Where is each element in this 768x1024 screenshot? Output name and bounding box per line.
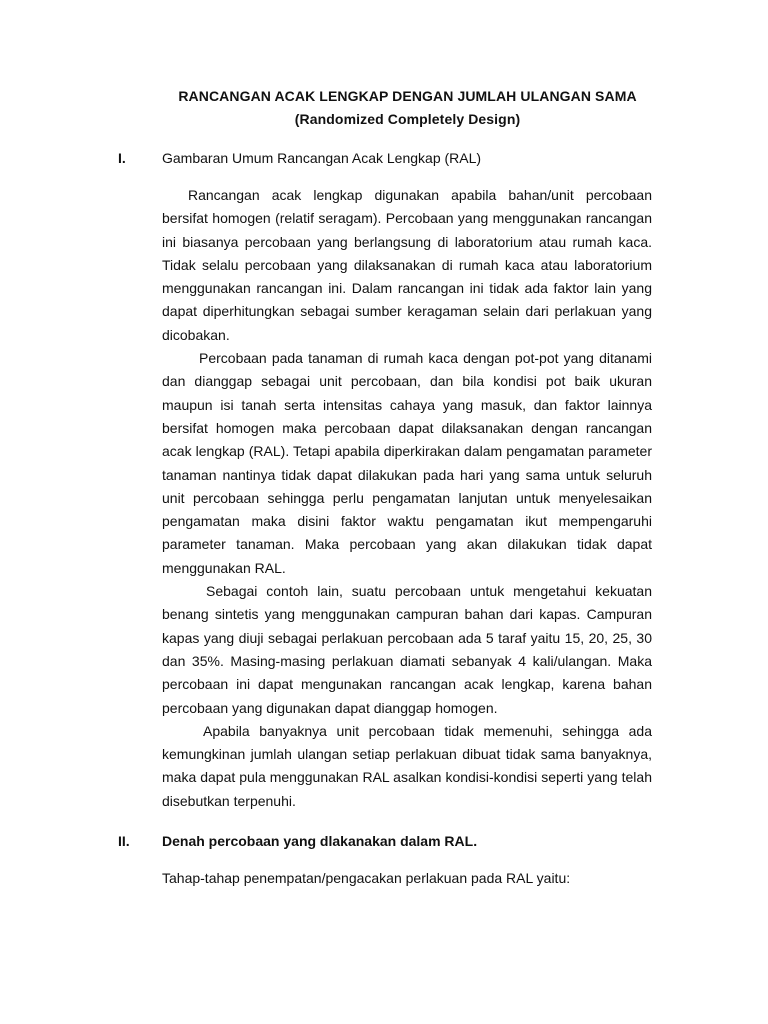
document-title: RANCANGAN ACAK LENGKAP DENGAN JUMLAH ULANGAN SAMA bbox=[178, 88, 637, 104]
section-number: I. bbox=[118, 150, 126, 166]
paragraph: Apabila banyaknya unit percobaan tidak memenuhi, sehingga ada kemungkinan jumlah ulangan setiap perlakuan dibuat tidak sama banyaknya, maka dapat pula menggunakan RAL asalkan kondisi-kondisi seperti yang telah disebutkan terpenuhi. bbox=[162, 722, 652, 809]
paragraph: Rancangan acak lengkap digunakan apabila bahan/unit percobaan bersifat homogen (relatif seragam). Percobaan yang menggunakan rancangan ini biasanya percobaan yang berlangsung di laboratorium atau rumah kaca. Tidak selalu percobaan yang dilaksanakan di rumah kaca atau laboratorium menggunakan rancangan ini. Dalam rancangan ini tidak ada faktor lain yang dapat diperhitungkan sebagai sumber keragaman selain dari perlakuan yang dicobakan. bbox=[162, 187, 652, 343]
section-body bbox=[162, 184, 652, 813]
intro-sentence: Tahap-tahap penempatan/pengacakan perlakuan pada RAL yaitu: bbox=[162, 870, 571, 886]
section-title: Gambaran Umum Rancangan Acak Lengkap (RAL) bbox=[162, 150, 482, 166]
section-number: II. bbox=[118, 833, 130, 849]
paragraph: Sebagai contoh lain, suatu percobaan untuk mengetahui kekuatan benang sintetis yang menggunakan campuran bahan dari kapas. Campuran kapas yang diuji sebagai perlakuan percobaan ada 5 taraf yaitu 15, 20, 25, 30 dan 35%. Masing-masing perlakuan diamati sebanyak 4 kali/ulangan. Maka percobaan ini dapat mengunakan rancangan acak lengkap, karena bahan percobaan yang digunakan dapat dianggap homogen. bbox=[162, 583, 652, 716]
paragraph: Percobaan pada tanaman di rumah kaca dengan pot-pot yang ditanami dan dianggap sebagai unit percobaan, dan bila kondisi pot baik ukuran maupun isi tanah serta intensitas cahaya yang masuk, dan faktor lainnya bersifat homogen maka percobaan dapat dilaksanakan dengan rancangan acak lengkap (RAL). Tetapi apabila diperkirakan dalam pengamatan parameter tanaman nantinya tidak dapat dilakukan pada hari yang sama untuk seluruh unit percobaan sehingga perlu pengamatan lanjutan untuk menyelesaikan pengamatan maka disini faktor waktu pengamatan ikut mempengaruhi parameter tanaman. Maka percobaan yang akan dilakukan tidak dapat menggunakan RAL. bbox=[162, 350, 652, 576]
section-title: Denah percobaan yang dlakanakan dalam RAL. bbox=[162, 833, 478, 849]
document-subtitle: (Randomized Completely Design) bbox=[294, 111, 521, 127]
